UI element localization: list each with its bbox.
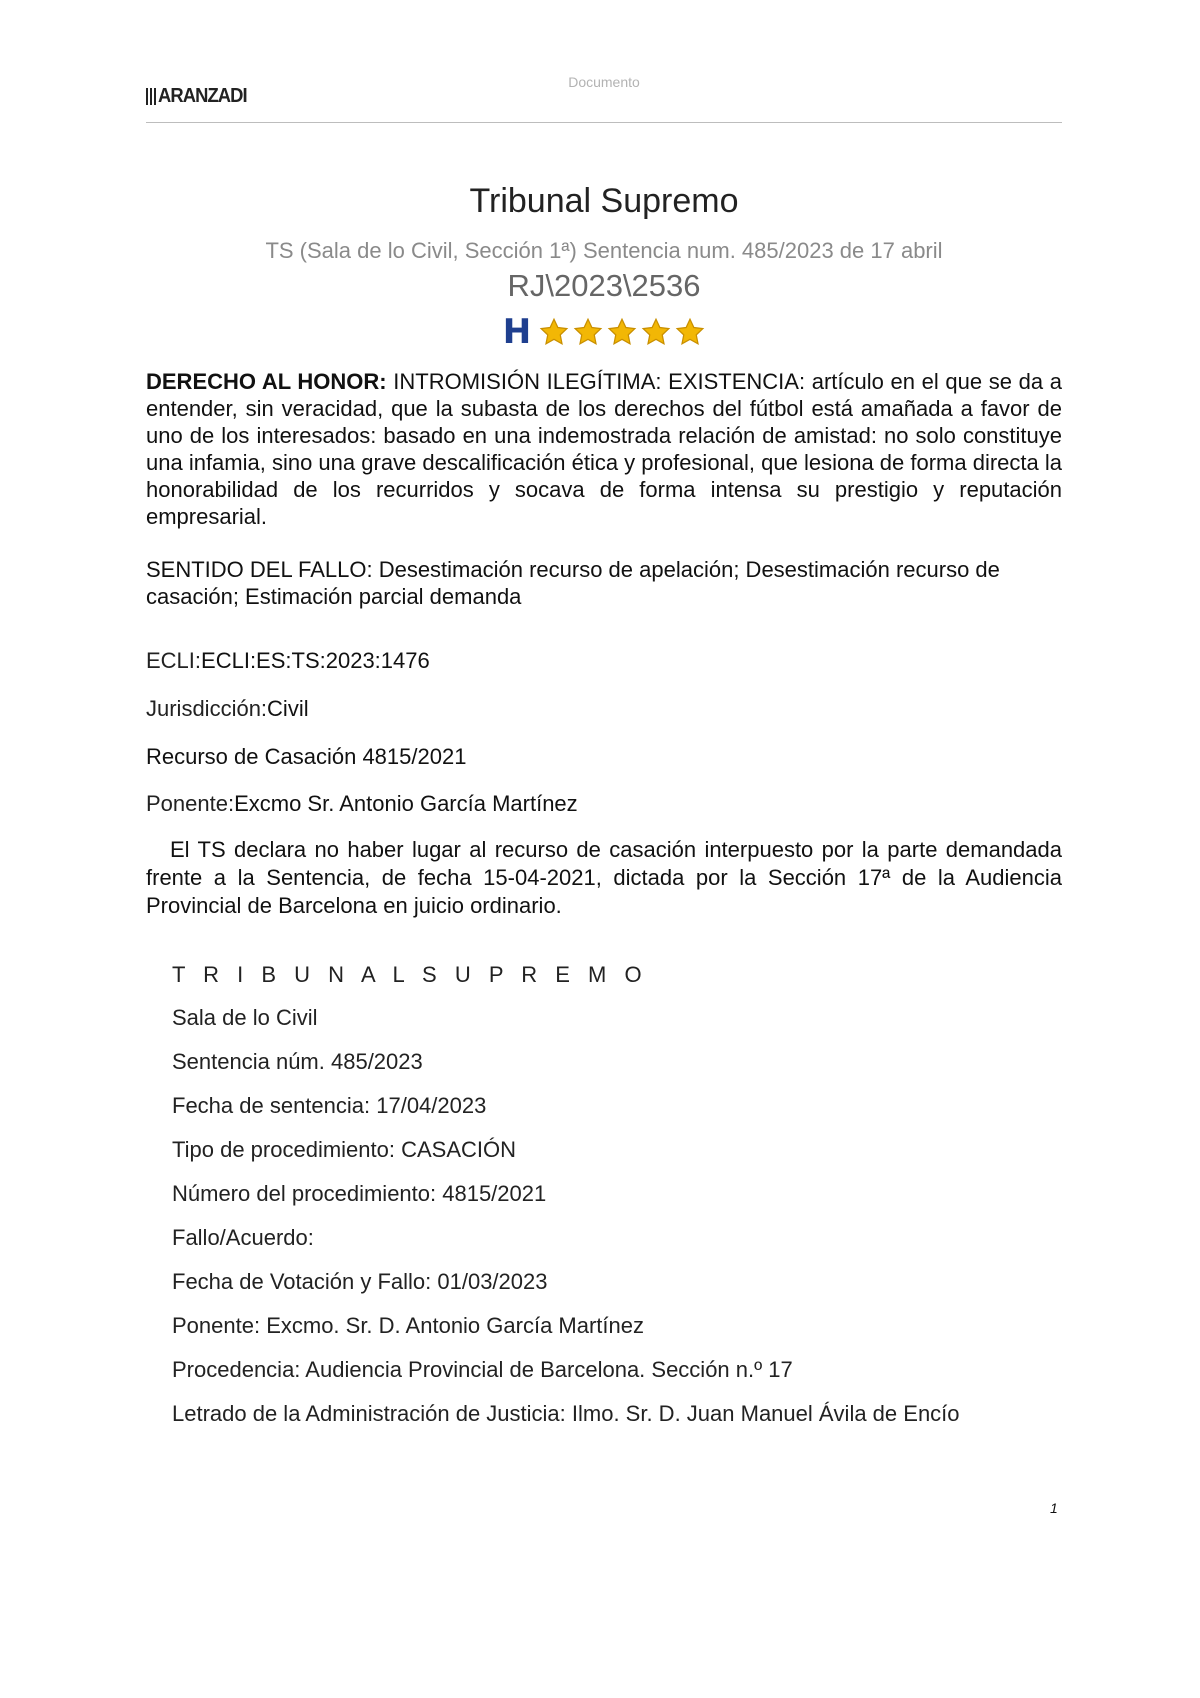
star-icon bbox=[675, 317, 705, 347]
star-icon bbox=[539, 317, 569, 347]
jurisdiccion-value: Civil bbox=[267, 696, 309, 721]
court-line: Ponente: Excmo. Sr. D. Antonio García Martínez bbox=[172, 1313, 645, 1338]
court-line: Letrado de la Administración de Justicia: Ilmo. Sr. D. Juan Manuel Ávila de Encío bbox=[172, 1401, 960, 1426]
sentido-fallo: SENTIDO DEL FALLO: Desestimación recurso de apelación; Desestimación recurso de casación; Estimación parcial demanda bbox=[146, 557, 1000, 609]
jurisdiccion-label: Jurisdicción: bbox=[146, 696, 268, 721]
court-line: Fecha de sentencia: 17/04/2023 bbox=[172, 1093, 487, 1118]
court-line: Sala de lo Civil bbox=[172, 1005, 318, 1030]
summary-lead: DERECHO AL HONOR: bbox=[146, 369, 387, 394]
recurso-row: Recurso de Casación 4815/2021 bbox=[146, 744, 467, 769]
relevance-rating bbox=[146, 312, 1062, 352]
ecli-label: ECLI: bbox=[146, 648, 202, 673]
ponente-label: Ponente: bbox=[146, 791, 235, 816]
document-subtitle: TS (Sala de lo Civil, Sección 1ª) Sentencia num. 485/2023 de 17 abril bbox=[265, 238, 943, 263]
court-line: Sentencia núm. 485/2023 bbox=[172, 1049, 423, 1074]
star-icon bbox=[641, 317, 671, 347]
court-line: Número del procedimiento: 4815/2021 bbox=[172, 1181, 547, 1206]
court-line: Tipo de procedimiento: CASACIÓN bbox=[172, 1137, 516, 1162]
star-icon bbox=[573, 317, 603, 347]
ponente-value: Excmo Sr. Antonio García Martínez bbox=[234, 791, 578, 816]
star-icon bbox=[607, 317, 637, 347]
court-line: Fallo/Acuerdo: bbox=[172, 1225, 314, 1250]
rating-letter: H bbox=[502, 312, 532, 352]
document-label: Documento bbox=[568, 74, 640, 90]
case-summary: El TS declara no haber lugar al recurso de casación interpuesto por la parte demandada frente a la Sentencia, de fecha 15-04-2021, dictada por la Sección 17ª de la Audiencia Provincial de Barcelona en juicio ordinario. bbox=[146, 837, 1062, 918]
court-line: Procedencia: Audiencia Provincial de Barcelona. Sección n.º 17 bbox=[172, 1357, 793, 1382]
ponente-row bbox=[146, 791, 578, 817]
ecli-row bbox=[146, 648, 430, 674]
court-line: Fecha de Votación y Fallo: 01/03/2023 bbox=[172, 1269, 548, 1294]
voces-summary bbox=[146, 368, 1062, 530]
page-number: 1 bbox=[1050, 1500, 1058, 1516]
logo-wordmark: ARANZADI bbox=[158, 84, 247, 107]
page-header bbox=[146, 72, 1062, 123]
ecli-value: ECLI:ES:TS:2023:1476 bbox=[201, 648, 430, 673]
document-reference: RJ\2023\2536 bbox=[507, 268, 701, 303]
summary-text: INTROMISIÓN ILEGÍTIMA: EXISTENCIA: artículo en el que se da a entender, sin veracidad, que la subasta de los derechos del fútbol está amañada a favor de uno de los interesados: basado en una indemostrada relación de amistad: no solo constituye una infamia, sino una grave descalificación ética y profesional, que lesiona de forma directa la honorabilidad de los recurridos y socava de forma intensa su prestigio y reputación empresarial. bbox=[146, 369, 1062, 529]
page-title: Tribunal Supremo bbox=[469, 182, 739, 220]
jurisdiccion-row bbox=[146, 696, 309, 722]
logo-bars-icon bbox=[146, 88, 156, 105]
court-heading: T R I B U N A L S U P R E M O bbox=[172, 962, 648, 987]
